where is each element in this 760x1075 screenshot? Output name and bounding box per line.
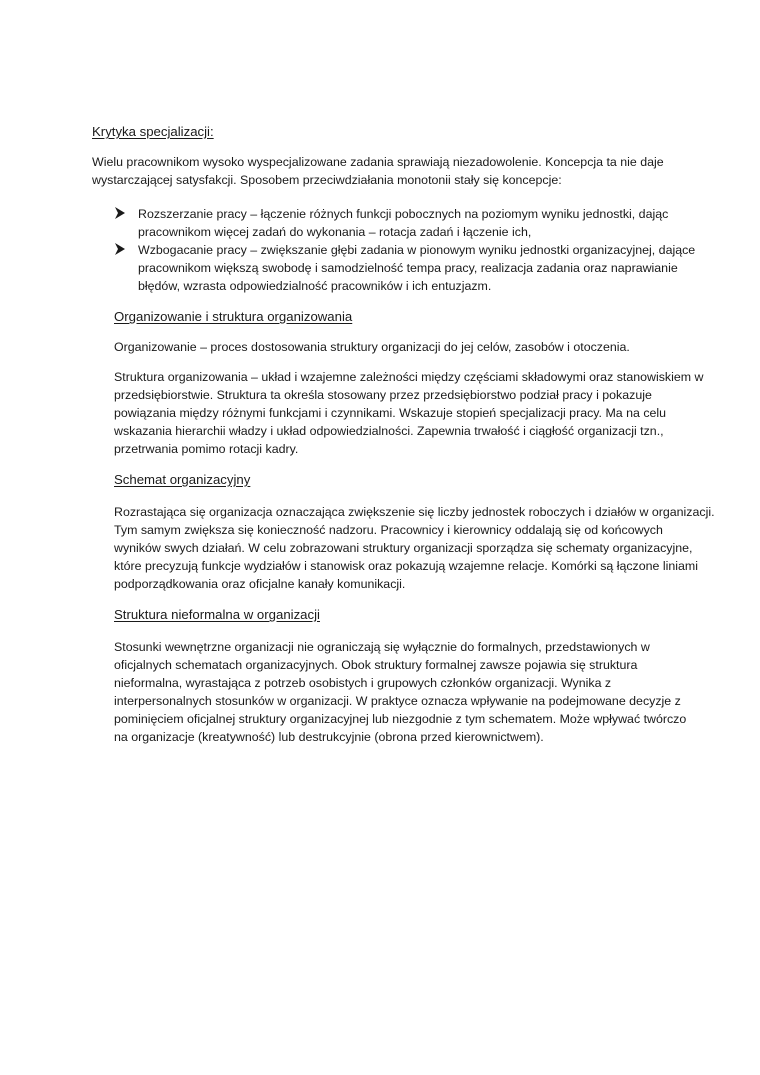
heading-critique: Krytyka specjalizacji: xyxy=(92,124,214,139)
concepts-list xyxy=(114,205,696,295)
text-line: wyników swych działań. W celu zobrazowani struktury organizacji sporządza się schematy organizacyjne, xyxy=(114,541,693,555)
org-chart-text xyxy=(114,503,715,593)
text-line: Tym samym zwiększa się konieczność nadzoru. Pracownicy i kierownicy oddalają się od końcowych xyxy=(114,523,663,537)
text-line: wskazania hierarchii władzy i układ odpowiedzialności. Zapewnia trwałość i ciągłość organizacji tzn., xyxy=(114,424,664,438)
text-line: interpersonalnych stosunków w organizacji. W praktyce oznacza wpływanie na podejmowane decyzje z xyxy=(114,694,681,708)
text-line: Rozszerzanie pracy – łączenie różnych funkcji pobocznych na poziomym wyniku jednostki, dając xyxy=(138,207,669,221)
text-line: Organizowanie – proces dostosowania struktury organizacji do jej celów, zasobów i otoczenia. xyxy=(114,340,630,354)
text-line: oficjalnych schematach organizacyjnych. Obok struktury formalnej zawsze pojawia się struktura xyxy=(114,658,638,672)
text-line: nieformalna, wyrastająca z potrzeb osobistych i grupowych członków organizacji. Wynika z xyxy=(114,676,612,690)
heading-organizing: Organizowanie i struktura organizowania xyxy=(114,309,353,324)
organizing-definition xyxy=(114,338,630,356)
text-line: Stosunki wewnętrzne organizacji nie ograniczają się wyłącznie do formalnych, przedstawionych w xyxy=(114,640,650,654)
text-line: przetrwania pomimo rotacji kadry. xyxy=(114,442,299,456)
text-line: Rozrastająca się organizacja oznaczająca zwiększenie się liczby jednostek roboczych i działów w organizacji. xyxy=(114,505,715,519)
text-line: wystarczającej satysfakcji. Sposobem przeciwdziałania monotonii stały się koncepcje: xyxy=(92,173,562,187)
text-line: pominięciem oficjalnej struktury organizacyjnej lub niezgodnie z tym schematem. Może wpływać twórczo xyxy=(114,712,687,726)
text-line: pracownikom większą swobodę i samodzielność tempa pracy, realizacja zadania oraz naprawianie xyxy=(138,261,678,275)
heading-org-chart: Schemat organizacyjny xyxy=(114,472,251,487)
text-line: pracownikom więcej zadań do wykonania – rotacja zadań i łączenie ich, xyxy=(138,225,532,239)
text-line: podporządkowania oraz oficjalne kanały komunikacji. xyxy=(114,577,406,591)
arrow-bullet-icon xyxy=(114,242,126,256)
text-line: przedsiębiorstwie. Struktura ta określa stosowany przez przedsiębiorstwo podział pracy i pokazuje xyxy=(114,388,652,402)
list-item xyxy=(114,205,674,241)
organizing-structure xyxy=(114,368,703,458)
text-line: które precyzują funkcje wydziałów i stanowisk oraz pokazują wzajemne relacje. Komórki są łączone liniami xyxy=(114,559,698,573)
heading-informal-structure: Struktura nieformalna w organizacji xyxy=(114,607,320,622)
arrow-bullet-icon xyxy=(114,206,126,220)
text-line: Wielu pracownikom wysoko wyspecjalizowane zadania sprawiają niezadowolenie. Koncepcja ta nie daje xyxy=(92,155,664,169)
critique-intro xyxy=(92,153,664,189)
text-line: Wzbogacanie pracy – zwiększanie głębi zadania w pionowym wyniku jednostki organizacyjnej, dające xyxy=(138,243,696,257)
text-line: na organizacje (kreatywność) lub destrukcyjnie (obrona przed kierownictwem). xyxy=(114,730,544,744)
text-line: Struktura organizowania – układ i wzajemne zależności między częściami składowymi oraz stanowiskiem w xyxy=(114,370,704,384)
informal-structure-text xyxy=(114,638,686,746)
text-line: błędów, wzrasta odpowiedzialność pracowników i ich entuzjazm. xyxy=(138,279,492,293)
text-line: powiązania między różnymi funkcjami i czynnikami. Wskazuje stopień specjalizacji pracy. Ma na celu xyxy=(114,406,667,420)
list-item xyxy=(114,241,696,295)
